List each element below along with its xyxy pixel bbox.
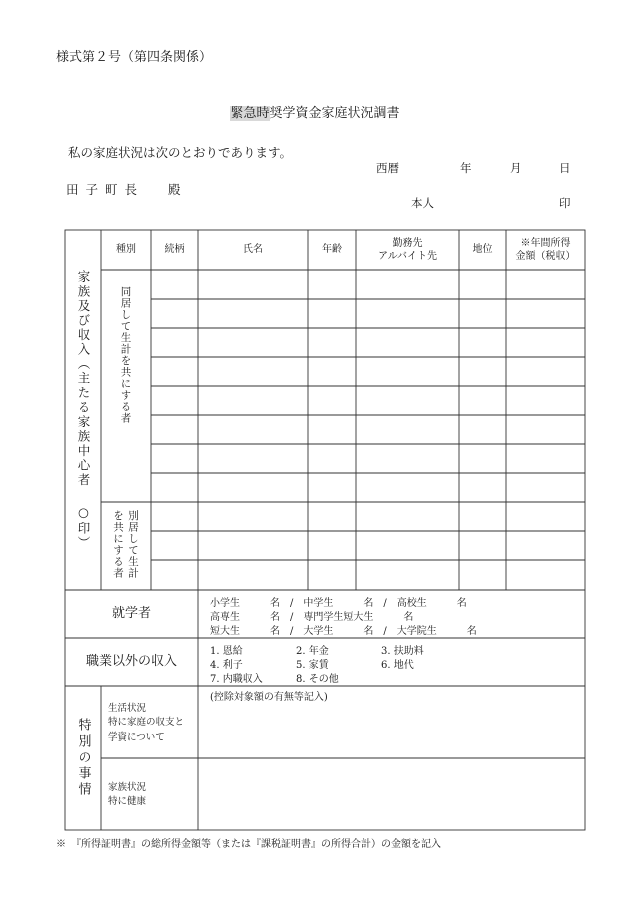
family-row-6-position-field[interactable] xyxy=(459,415,506,444)
family-row-9-income-field[interactable] xyxy=(506,502,585,531)
family-row-4-income-field[interactable] xyxy=(506,357,585,386)
family-row-3-income-field[interactable] xyxy=(506,328,585,357)
living-status-field[interactable] xyxy=(198,702,585,758)
family-health-label: 家族状況 特に健康 xyxy=(108,782,147,808)
family-row-5-position-field[interactable] xyxy=(459,386,506,415)
family-row-11-relation-field[interactable] xyxy=(151,560,198,589)
family-health-field[interactable] xyxy=(198,758,585,830)
family-row-10-relation-field[interactable] xyxy=(151,531,198,560)
family-row-5-income-field[interactable] xyxy=(506,386,585,415)
family-row-5-age-field[interactable] xyxy=(308,386,356,415)
students-line-3: 短大生 名 / 大学生 名 / 大学院生 名 xyxy=(210,626,477,637)
header-position: 地位 xyxy=(472,244,493,256)
family-row-1-age-field[interactable] xyxy=(308,270,356,299)
family-row-10-name-field[interactable] xyxy=(198,531,308,560)
header-type: 種別 xyxy=(116,244,136,256)
family-row-7-age-field[interactable] xyxy=(308,444,356,473)
family-row-2-workplace-field[interactable] xyxy=(356,299,459,328)
income-item-6: 6. 地代 xyxy=(381,660,414,671)
income-item-3: 3. 扶助料 xyxy=(381,646,424,657)
special-label-cell xyxy=(65,686,101,830)
family-row-8-position-field[interactable] xyxy=(459,473,506,502)
form-number: 様式第２号（第四条関係） xyxy=(56,50,213,65)
family-row-7-workplace-field[interactable] xyxy=(356,444,459,473)
addressee xyxy=(66,180,181,198)
family-row-3-age-field[interactable] xyxy=(308,328,356,357)
family-row-11-name-field[interactable] xyxy=(198,560,308,589)
family-row-6-income-field[interactable] xyxy=(506,415,585,444)
family-row-6-age-field[interactable] xyxy=(308,415,356,444)
title-highlight: 緊急時 xyxy=(230,106,270,121)
income-item-8: 8. その他 xyxy=(296,674,339,685)
family-row-2-position-field[interactable] xyxy=(459,299,506,328)
special-label: 特別の事情 xyxy=(75,718,91,798)
separate-label: 別居して生計を共にする者 xyxy=(112,510,139,579)
family-row-6-workplace-field[interactable] xyxy=(356,415,459,444)
family-income-label: 家族及び収入（主たる家族中心者 ○印） xyxy=(76,269,91,551)
addressee-suffix: 殿 xyxy=(168,182,181,197)
family-row-4-name-field[interactable] xyxy=(198,357,308,386)
title-rest: 奨学資金家庭状況調書 xyxy=(269,106,400,121)
family-row-2-age-field[interactable] xyxy=(308,299,356,328)
family-row-10-position-field[interactable] xyxy=(459,531,506,560)
family-row-3-position-field[interactable] xyxy=(459,328,506,357)
header-annual-income: ※年間所得 金額（税収） xyxy=(515,237,576,262)
footnote: ※ 『所得証明書』の総所得金額等（または『課税証明書』の所得合計）の金額を記入 xyxy=(56,839,441,850)
income-item-7: 7. 内職収入 xyxy=(210,674,263,685)
family-row-8-name-field[interactable] xyxy=(198,473,308,502)
family-row-6-name-field[interactable] xyxy=(198,415,308,444)
family-row-5-name-field[interactable] xyxy=(198,386,308,415)
family-row-6-relation-field[interactable] xyxy=(151,415,198,444)
family-row-2-name-field[interactable] xyxy=(198,299,308,328)
header-age: 年齢 xyxy=(322,244,342,256)
family-row-4-relation-field[interactable] xyxy=(151,357,198,386)
living-status-label: 生活状況 特に家庭の収支と 学資について xyxy=(108,703,185,743)
family-row-10-age-field[interactable] xyxy=(308,531,356,560)
family-row-10-income-field[interactable] xyxy=(506,531,585,560)
seal-mark: 印 xyxy=(559,196,571,210)
intro-statement: 私の家庭状況は次のとおりであります。 xyxy=(68,145,293,160)
family-row-8-income-field[interactable] xyxy=(506,473,585,502)
family-row-11-position-field[interactable] xyxy=(459,560,506,589)
family-row-2-relation-field[interactable] xyxy=(151,299,198,328)
family-row-7-income-field[interactable] xyxy=(506,444,585,473)
students-line-2: 高専生 名 / 専門学生短大生 名 xyxy=(210,612,414,623)
other-income-label: 職業以外の収入 xyxy=(85,654,177,670)
family-row-9-workplace-field[interactable] xyxy=(356,502,459,531)
family-row-5-relation-field[interactable] xyxy=(151,386,198,415)
family-row-1-position-field[interactable] xyxy=(459,270,506,299)
date-month-field[interactable]: 月 xyxy=(510,161,522,175)
students-line-1: 小学生 名 / 中学生 名 / 高校生 名 xyxy=(210,598,467,609)
family-row-4-position-field[interactable] xyxy=(459,357,506,386)
family-row-7-relation-field[interactable] xyxy=(151,444,198,473)
family-row-9-position-field[interactable] xyxy=(459,502,506,531)
family-income-label-cell xyxy=(65,236,101,584)
income-item-1: 1. 恩給 xyxy=(210,646,243,657)
income-item-4: 4. 利子 xyxy=(210,660,243,671)
students-label: 就学者 xyxy=(111,606,151,622)
family-row-4-workplace-field[interactable] xyxy=(356,357,459,386)
family-row-2-income-field[interactable] xyxy=(506,299,585,328)
header-name: 氏名 xyxy=(243,244,263,256)
family-row-1-income-field[interactable] xyxy=(506,270,585,299)
family-row-7-position-field[interactable] xyxy=(459,444,506,473)
family-row-4-age-field[interactable] xyxy=(308,357,356,386)
signer-label: 本人 xyxy=(411,196,434,210)
date-day-field[interactable]: 日 xyxy=(559,161,571,175)
family-row-8-relation-field[interactable] xyxy=(151,473,198,502)
family-row-5-workplace-field[interactable] xyxy=(356,386,459,415)
header-workplace: 勤務先 アルバイト先 xyxy=(378,237,437,262)
cohabiting-label-cell xyxy=(101,270,151,502)
family-row-8-workplace-field[interactable] xyxy=(356,473,459,502)
family-row-1-name-field[interactable] xyxy=(198,270,308,299)
family-row-11-workplace-field[interactable] xyxy=(356,560,459,589)
cohabiting-label: 同居して生計を共にする者 xyxy=(119,286,132,424)
family-row-8-age-field[interactable] xyxy=(308,473,356,502)
date-year-field[interactable]: 年 xyxy=(460,161,472,175)
document-title xyxy=(0,102,630,121)
family-row-9-age-field[interactable] xyxy=(308,502,356,531)
date-era: 西暦 xyxy=(376,161,399,175)
family-row-3-relation-field[interactable] xyxy=(151,328,198,357)
family-row-3-name-field[interactable] xyxy=(198,328,308,357)
family-row-9-name-field[interactable] xyxy=(198,502,308,531)
addressee-name: 田子町長 xyxy=(66,182,145,197)
header-relation: 続柄 xyxy=(164,244,185,256)
family-row-11-income-field[interactable] xyxy=(506,560,585,589)
family-row-9-relation-field[interactable] xyxy=(151,502,198,531)
family-row-1-workplace-field[interactable] xyxy=(356,270,459,299)
income-item-5: 5. 家賃 xyxy=(296,660,329,671)
family-row-3-workplace-field[interactable] xyxy=(356,328,459,357)
separate-label-cell xyxy=(101,502,151,590)
family-row-11-age-field[interactable] xyxy=(308,560,356,589)
income-item-2: 2. 年金 xyxy=(296,646,329,657)
family-row-7-name-field[interactable] xyxy=(198,444,308,473)
deduction-note: (控除対象額の有無等記入) xyxy=(210,692,328,703)
family-row-1-relation-field[interactable] xyxy=(151,270,198,299)
family-row-10-workplace-field[interactable] xyxy=(356,531,459,560)
